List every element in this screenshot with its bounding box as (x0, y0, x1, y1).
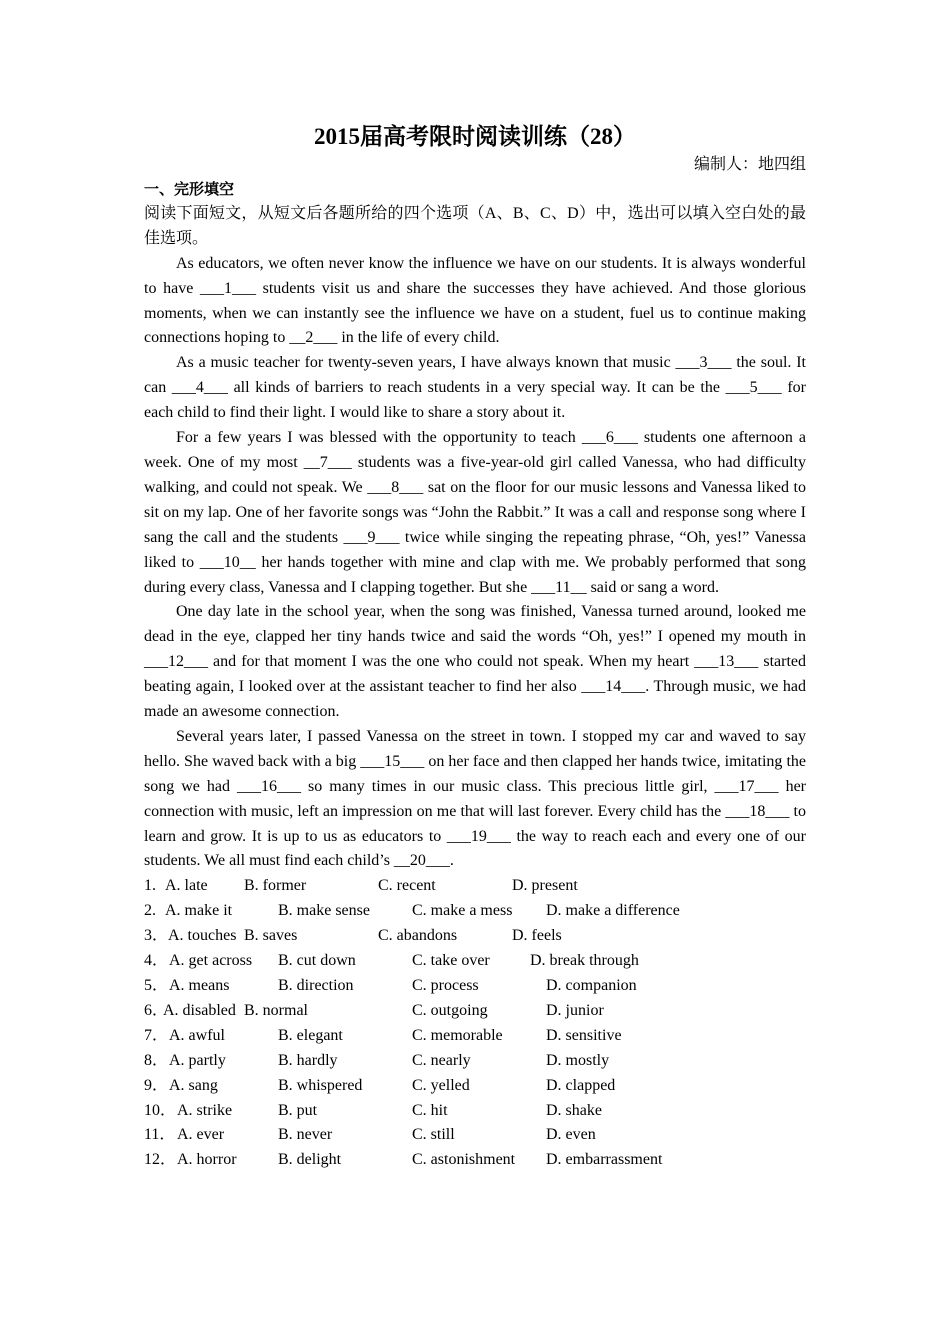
option-c: C. yelled (412, 1076, 470, 1094)
option-a: A. means (169, 977, 230, 994)
question-row (144, 999, 806, 1024)
option-a: A. ever (177, 1126, 225, 1144)
instructions: 阅读下面短文，从短文后各题所给的四个选项（A、B、C、D）中，选出可以填入空白处的最佳选项。 (144, 204, 806, 247)
passage-paragraph: As educators, we often never know the influence we have on our students. It is always wonderful to have ___1___ students visit us and share the successes they have achieved. And those glorious moments, when we can instantly see the influence we have on a student, fuel us to continue making connections hoping to __2___ in the life of every child. (144, 254, 806, 347)
option-b: B. former (244, 877, 307, 895)
question-row (144, 1074, 806, 1099)
option-c: C. outgoing (412, 1001, 488, 1019)
option-d: D. companion (546, 977, 637, 994)
question-number: 11． (144, 1126, 176, 1144)
option-d: D. break through (530, 952, 639, 970)
question-number: 8． (144, 1051, 169, 1069)
option-c: C. process (412, 977, 479, 994)
question-number: 5． (144, 977, 169, 994)
option-c: C. astonishment (412, 1151, 516, 1169)
option-a: A. touches (168, 927, 237, 945)
question-row (144, 1148, 806, 1173)
option-b: B. direction (278, 977, 354, 994)
question-number: 10． (144, 1101, 177, 1119)
question-number: 4． (144, 952, 169, 970)
option-a: A. disabled (163, 1001, 236, 1019)
option-c: C. hit (412, 1101, 448, 1119)
option-d: D. present (512, 877, 578, 895)
option-d: D. sensitive (546, 1026, 622, 1044)
question-row (144, 874, 806, 899)
option-c: C. make a mess (412, 902, 513, 920)
option-a: A. late (165, 877, 208, 895)
option-d: D. clapped (546, 1076, 616, 1094)
option-b: B. whispered (278, 1076, 363, 1094)
option-d: D. even (546, 1126, 596, 1144)
question-row (144, 1099, 806, 1124)
question-row (144, 949, 806, 974)
question-number: 9． (144, 1076, 169, 1094)
author-line: 编制人：地四组 (693, 156, 806, 173)
option-a: A. horror (177, 1151, 237, 1169)
option-a: A. strike (177, 1101, 233, 1119)
option-c: C. nearly (412, 1051, 471, 1069)
option-a: A. awful (169, 1026, 225, 1044)
question-number: 12． (144, 1151, 177, 1169)
option-b: B. normal (244, 1001, 308, 1019)
question-number: 3． (144, 927, 169, 945)
question-number: 1. (144, 877, 156, 895)
question-row (144, 1049, 806, 1074)
document-body (144, 177, 806, 1173)
passage-paragraph: One day late in the school year, when the song was finished, Vanessa turned around, looked me dead in the eye, clapped her tiny hands twice and said the words “Oh, yes!” I opened my mouth in ___12___ and for that moment I was the one who could not speak. When my heart ___13___ started beating again, I looked over at the assistant teacher to find her also ___14___. Through music, we had made an awesome connection. (144, 603, 806, 721)
option-d: D. mostly (546, 1051, 610, 1069)
option-c: C. still (412, 1126, 455, 1144)
option-a: A. partly (169, 1051, 226, 1069)
option-c: C. memorable (412, 1026, 503, 1044)
option-d: D. embarrassment (546, 1151, 663, 1169)
question-row (144, 1024, 806, 1049)
option-b: B. put (278, 1101, 318, 1119)
question-number: 6． (144, 1001, 169, 1019)
question-row (144, 924, 806, 949)
question-row (144, 1123, 806, 1148)
question-row (144, 974, 806, 999)
option-d: D. make a difference (546, 902, 680, 920)
option-a: A. make it (165, 902, 233, 920)
option-b: B. never (278, 1126, 333, 1144)
passage-paragraph: As a music teacher for twenty-seven years, I have always known that music ___3___ the soul. It can ___4___ all kinds of barriers to reach students in a very special way. It can be the ___5___ for each child to find their light. I would like to share a story about it. (144, 354, 806, 422)
option-a: A. get across (169, 952, 253, 970)
option-b: B. elegant (278, 1026, 343, 1044)
question-number: 7． (144, 1026, 169, 1044)
section-title: 一、完形填空 (144, 180, 235, 198)
option-b: B. hardly (278, 1051, 338, 1069)
option-c: C. take over (412, 952, 490, 970)
option-c: C. abandons (378, 927, 458, 945)
option-c: C. recent (378, 877, 436, 895)
option-a: A. sang (169, 1076, 218, 1094)
option-d: D. shake (546, 1101, 602, 1119)
option-b: B. saves (244, 927, 298, 945)
passage-paragraph: For a few years I was blessed with the opportunity to teach ___6___ students one afternoon a week. One of my most __7___ students was a five-year-old girl called Vanessa, who had difficulty walking, and could not speak. We ___8___ sat on the floor for our music lessons and Vanessa liked to sit on my lap. One of her favorite songs was “John the Rabbit.” It was a call and response song where I sang the call and the students ___9___ twice while singing the repeating phrase, “Oh, yes!” Vanessa liked to ___10__ her hands together with mine and clap with me. We probably performed that song during every class, Vanessa and I clapping together. But she ___11__ said or sang a word. (144, 429, 806, 596)
option-d: D. junior (546, 1001, 604, 1019)
passage-paragraph: Several years later, I passed Vanessa on the street in town. I stopped my car and waved to say hello. She waved back with a big ___15___ on her face and then clapped her hands twice, imitating the song we had ___16___ so many times in our music class. This precious little girl, ___17___ her connection with music, left an impression on me that will last forever. Every child has the ___18___ to learn and grow. It is up to us as educators to ___19___ the way to reach each and every one of our students. We all must find each child’s __20___. (144, 727, 806, 870)
option-d: D. feels (512, 927, 562, 945)
question-row (144, 899, 806, 924)
question-number: 2. (144, 902, 156, 920)
option-b: B. make sense (278, 902, 370, 920)
page-title: 2015届高考限时阅读训练（28） (314, 124, 636, 149)
option-b: B. cut down (278, 952, 356, 970)
option-b: B. delight (278, 1151, 342, 1169)
